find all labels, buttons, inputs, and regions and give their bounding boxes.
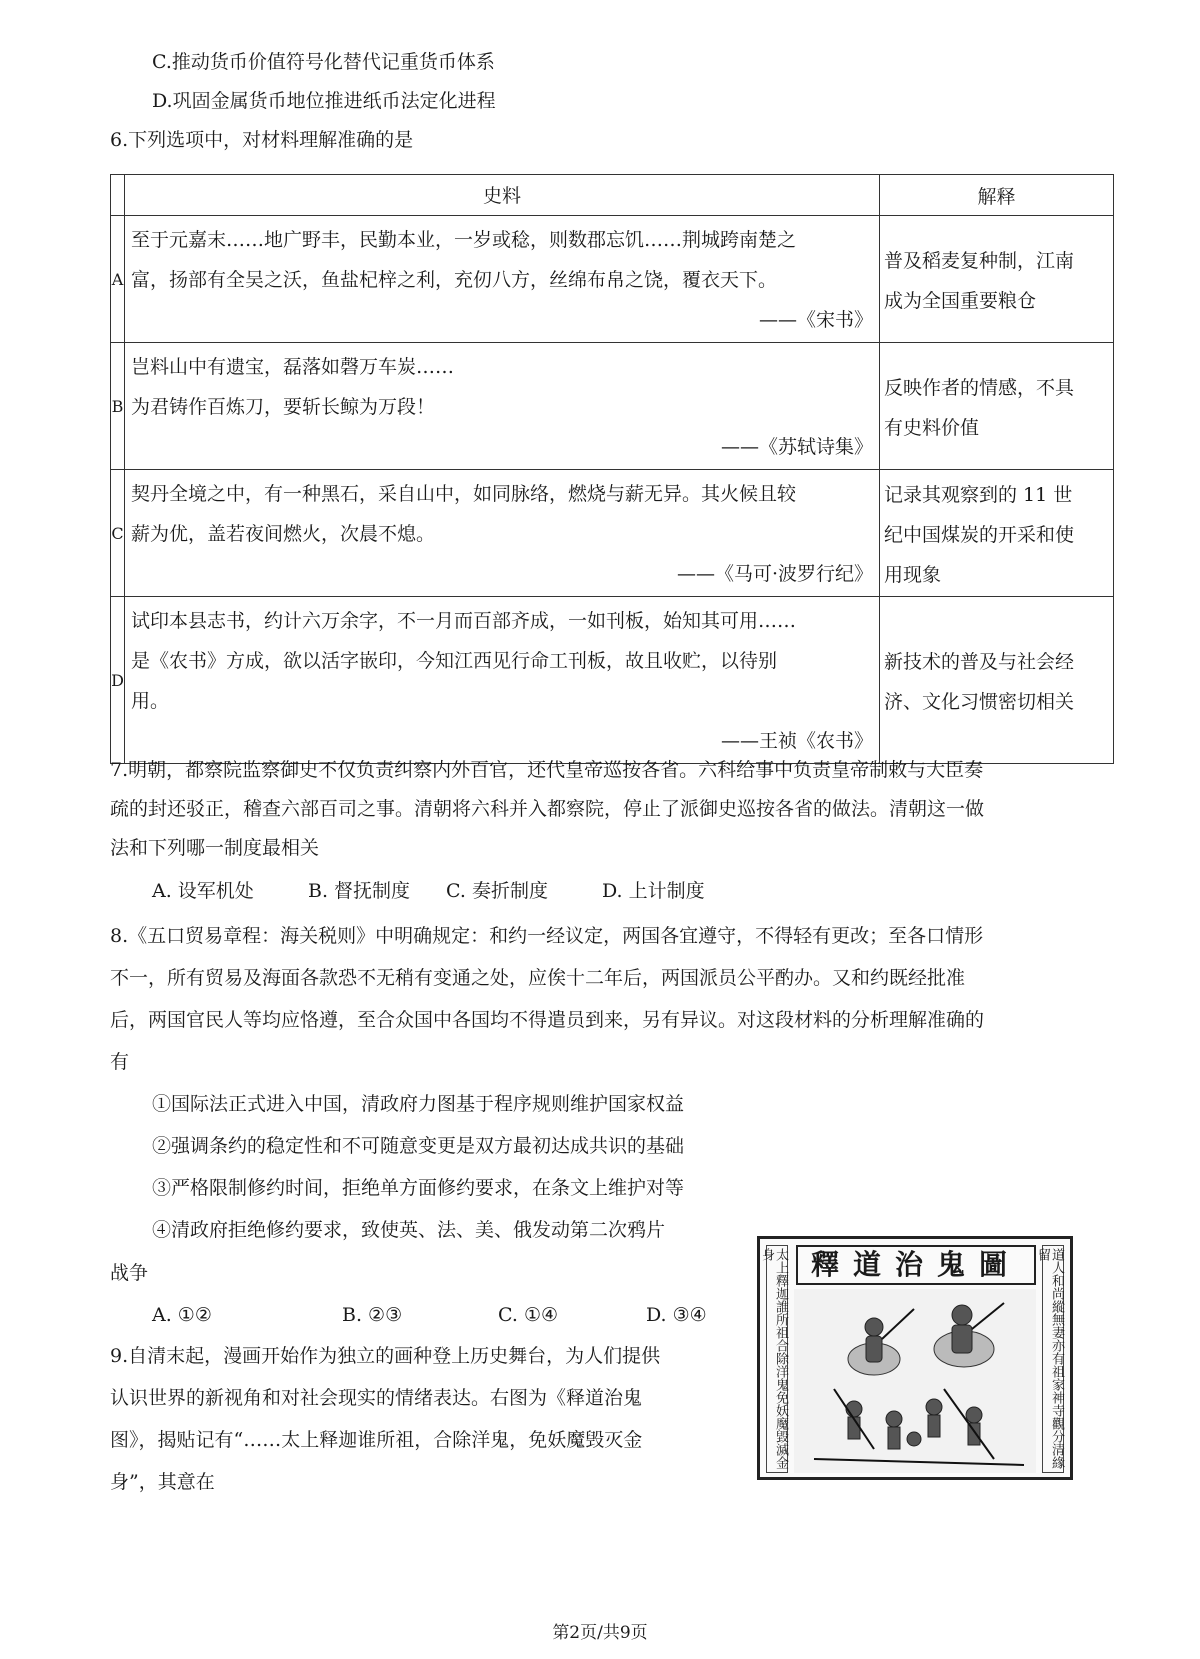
header-explanation: 解释 [880,175,1114,216]
q7-line-3: 法和下列哪一制度最相关 [110,837,320,859]
q6-table [110,174,1114,764]
row-source: 契丹全境之中，有一种黑石，采自山中，如同脉络，燃烧与薪无异。其火候且较 薪为优，盖若夜间燃火，次晨不熄。 ——《马可·波罗行纪》 [125,470,880,597]
q5-option-c: C.推动货币价值符号化替代记重货币体系 [152,51,495,73]
row-cite: ——《马可·波罗行纪》 [676,563,873,585]
q8-item-4: ④清政府拒绝修约要求，致使英、法、美、俄发动第二次鸦片 [152,1219,666,1241]
q8-item-1: ①国际法正式进入中国，清政府力图基于程序规则维护国家权益 [152,1093,685,1115]
q9-line-3: 图》，揭贴记有“……太上释迦谁所祖，合除洋鬼，免妖魔毁灭金 [110,1429,643,1451]
row-source: 至于元嘉末……地广野丰，民勤本业，一岁或稔，则数郡忘饥……荆城跨南楚之 富，扬部有全吴之沃，鱼盐杞梓之利，充仞八方，丝绵布帛之饶，覆衣天下。 ——《宋书》 [125,216,880,343]
row-explanation: 新技术的普及与社会经 济、文化习惯密切相关 [880,597,1114,764]
q8-option-a: A. ①② [152,1304,212,1326]
q7-option-c: C. 奏折制度 [446,880,548,902]
q9-line-2: 认识世界的新视角和对社会现实的情绪表达。右图为《释道治鬼 [110,1387,643,1409]
cartoon-illustration [794,1289,1036,1473]
row-explanation: 普及稻麦复种制，江南 成为全国重要粮仓 [880,216,1114,343]
q8-option-c: C. ①④ [498,1304,559,1326]
q8-line-2: 不一，所有贸易及海面各款恐不无稍有变通之处，应俟十二年后，两国派员公平酌办。又和约既经批准 [110,967,966,989]
row-explanation: 记录其观察到的 11 世 纪中国煤炭的开采和使 用现象 [880,470,1114,597]
row-cite: ——王祯《农书》 [720,730,873,752]
q8-option-d: D. ③④ [646,1304,707,1326]
cartoon-left-inscription: 太上釋迦誰所祖合除洋鬼免妖魔毀滅金身 [766,1245,788,1473]
q7-option-d: D. 上计制度 [602,880,705,902]
q6-table-header [111,175,1114,216]
q8-item-3: ③严格限制修约时间，拒绝单方面修约要求，在条文上维护对等 [152,1177,685,1199]
q5-option-d: D.巩固金属货币地位推进纸币法定化进程 [152,90,496,112]
q9-line-4: 身”，其意在 [110,1471,215,1493]
cartoon-title: 釋道治鬼圖 [796,1245,1036,1285]
row-cite: ——《宋书》 [758,309,873,331]
shidao-zhigui-cartoon [757,1236,1073,1480]
row-cite: ——《苏轼诗集》 [720,436,873,458]
q6-row-c [111,470,1114,597]
q8-line-4: 有 [110,1051,130,1073]
row-explanation: 反映作者的情感，不具 有史料价值 [880,343,1114,470]
q6-stem: 6.下列选项中，对材料理解准确的是 [110,129,414,151]
q8-item-4-cont: 战争 [110,1262,149,1284]
q6-row-d [111,597,1114,764]
q7-line-1: 7.明朝，都察院监察御史不仅负责纠察内外百官，还代皇帝巡按各省。六科给事中负责皇帝制敕与大臣奏 [110,759,984,781]
row-label: D [111,597,125,764]
q7-option-b: B. 督抚制度 [308,880,411,902]
q6-row-a [111,216,1114,343]
q8-option-b: B. ②③ [342,1304,403,1326]
q8-line-3: 后，两国官民人等均应恪遵，至合众国中各国均不得遣员到来，另有异议。对这段材料的分析理解准确的 [110,1009,985,1031]
header-source: 史料 [125,175,880,216]
q7-option-a: A. 设军机处 [152,880,254,902]
q9-line-1: 9.自清末起，漫画开始作为独立的画种登上历史舞台，为人们提供 [110,1345,661,1367]
page-footer: 第2页/共9页 [552,1623,648,1643]
q6-row-b [111,343,1114,470]
q8-item-2: ②强调条约的稳定性和不可随意变更是双方最初达成共识的基础 [152,1135,685,1157]
cartoon-right-inscription: 道人和尚縱無妻亦有祖家神寺觀分清緣留 [1042,1245,1064,1473]
row-label: B [111,343,125,470]
row-label: C [111,470,125,597]
q8-line-1: 8.《五口贸易章程：海关税则》中明确规定：和约一经议定，两国各宜遵守，不得轻有更改；至各口情形 [110,925,984,947]
row-source: 试印本县志书，约计六万余字，不一月而百部齐成，一如刊板，始知其可用…… 是《农书》方成，欲以活字嵌印，今知江西见行命工刊板，故且收贮，以待别 用。 ——王祯《农书》 [125,597,880,764]
q7-line-2: 疏的封还驳正，稽查六部百司之事。清朝将六科并入都察院，停止了派御史巡按各省的做法。清朝这一做 [110,798,985,820]
row-source: 岂料山中有遗宝，磊落如磬万车炭…… 为君铸作百炼刀，要斩长鲸为万段！ ——《苏轼诗集》 [125,343,880,470]
row-label: A [111,216,125,343]
